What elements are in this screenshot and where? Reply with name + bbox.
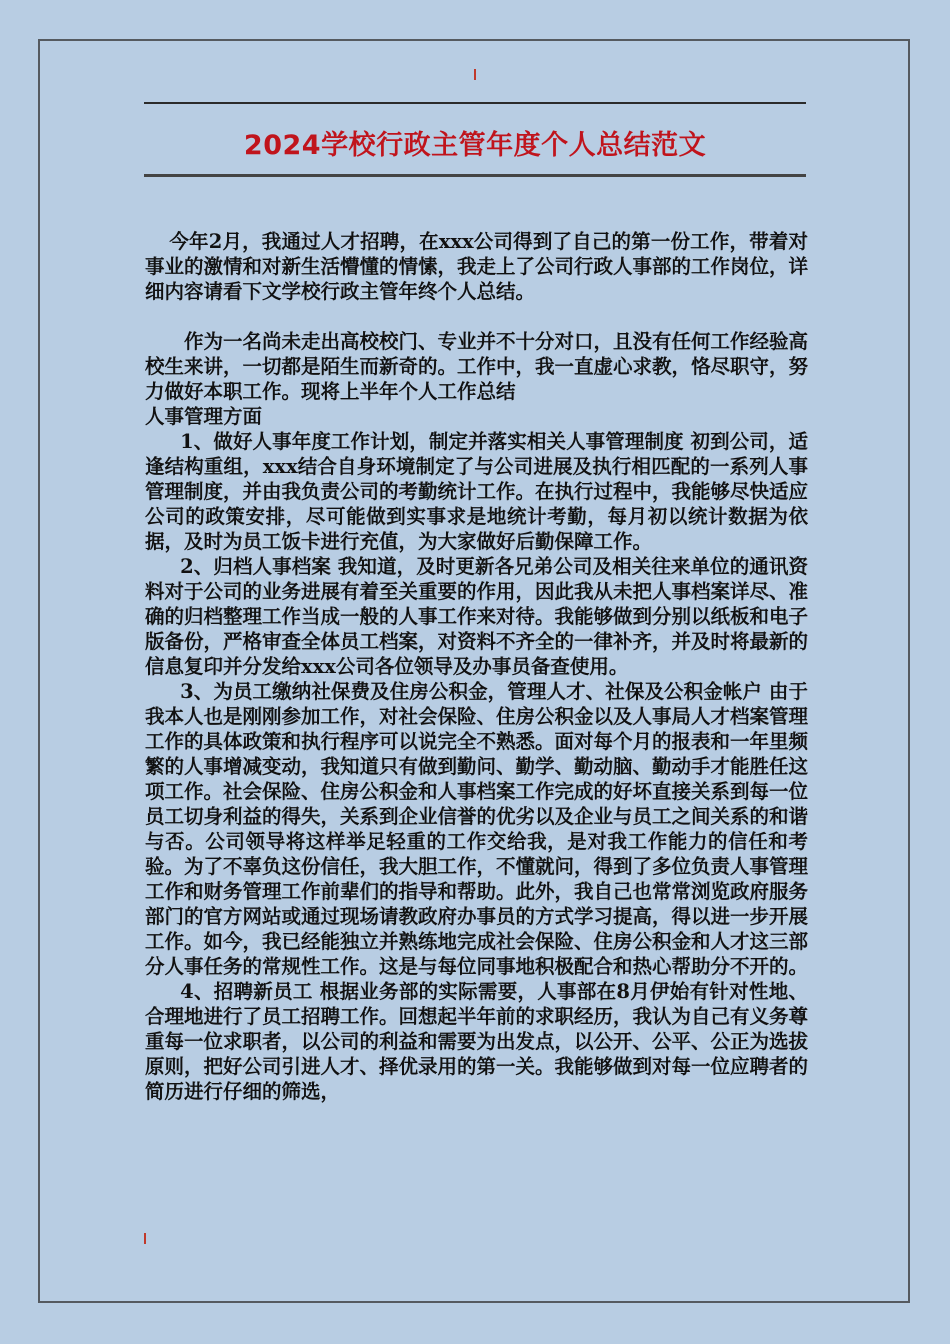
footer-marker: [144, 1233, 146, 1244]
header-rule: [144, 102, 806, 104]
paragraph-opening: 作为一名尚未走出高校校门、专业并不十分对口，且没有任何工作经验高校生来讲，一切都是陌生而新奇的。工作中，我一直虚心求教，恪尽职守，努力做好本职工作。现将上半年个人工作总结: [145, 330, 809, 403]
paragraph-item-4: 4、招聘新员工 根据业务部的实际需要，人事部在8月伊始有针对性地、合理地进行了员工招聘工作。回想起半年前的求职经历，我认为自己有义务尊重每一位求职者，以公司的利益和需要为出发点，以公开、公平、公正为选拔原则，把好公司引进人才、择优录用的第一关。我能够做到对每一位应聘者的简历进行仔细的筛选，: [145, 980, 809, 1103]
paragraph-intro: 今年2月，我通过人才招聘，在xxx公司得到了自己的第一份工作，带着对事业的激情和对新生活懵懂的情愫，我走上了公司行政人事部的工作岗位，详细内容请看下文学校行政主管年终个人总结。: [145, 230, 809, 303]
header-marker: [474, 69, 476, 80]
paragraph-item-1: 1、做好人事年度工作计划，制定并落实相关人事管理制度 初到公司，适逢结构重组，xxx结合自身环境制定了与公司进展及执行相匹配的一系列人事管理制度，并由我负责公司的考勤统计工作。在执行过程中，我能够尽快适应公司的政策安排，尽可能做到实事求是地统计考勤，每月初以统计数据为依据，及时为员工饭卡进行充值，为大家做好后勤保障工作。: [145, 430, 809, 553]
paragraph-item-2: 2、归档人事档案 我知道，及时更新各兄弟公司及相关往来单位的通讯资料对于公司的业务进展有着至关重要的作用，因此我从未把人事档案详尽、准确的归档整理工作当成一般的人事工作来对待。我能够做到分别以纸板和电子版备份，严格审查全体员工档案，对资料不齐全的一律补齐，并及时将最新的信息复印并分发给xxx公司各位领导及办事员备查使用。: [145, 555, 809, 678]
paragraph-gap: [145, 304, 808, 329]
paragraph-item-3: 3、为员工缴纳社保费及住房公积金，管理人才、社保及公积金帐户 由于我本人也是刚刚参加工作，对社会保险、住房公积金以及人事局人才档案管理工作的具体政策和执行程序可以说完全不熟悉。面对每个月的报表和一年里频繁的人事增减变动，我知道只有做到勤问、勤学、勤动脑、勤动手才能胜任这项工作。社会保险、住房公积金和人事档案工作完成的好坏直接关系到每一位员工切身利益的得失，关系到企业信誉的优劣以及企业与员工之间关系的和谐与否。公司领导将这样举足轻重的工作交给我，是对我工作能力的信任和考验。为了不辜负这份信任，我大胆工作，不懂就问，得到了多位负责人事管理工作和财务管理工作前辈们的指导和帮助。此外，我自己也常常浏览政府服务部门的官方网站或通过现场请教政府办事员的方式学习提高，得以进一步开展工作。如今，我已经能独立并熟练地完成社会保险、住房公积金和人才这三部分人事任务的常规性工作。这是与每位同事地积极配合和热心帮助分不开的。: [145, 680, 809, 978]
section-heading: 人事管理方面: [145, 405, 263, 428]
document-title: 2024学校行政主管年度个人总结范文: [243, 130, 707, 161]
document-body: [145, 229, 808, 1104]
title-underline: [144, 174, 806, 177]
